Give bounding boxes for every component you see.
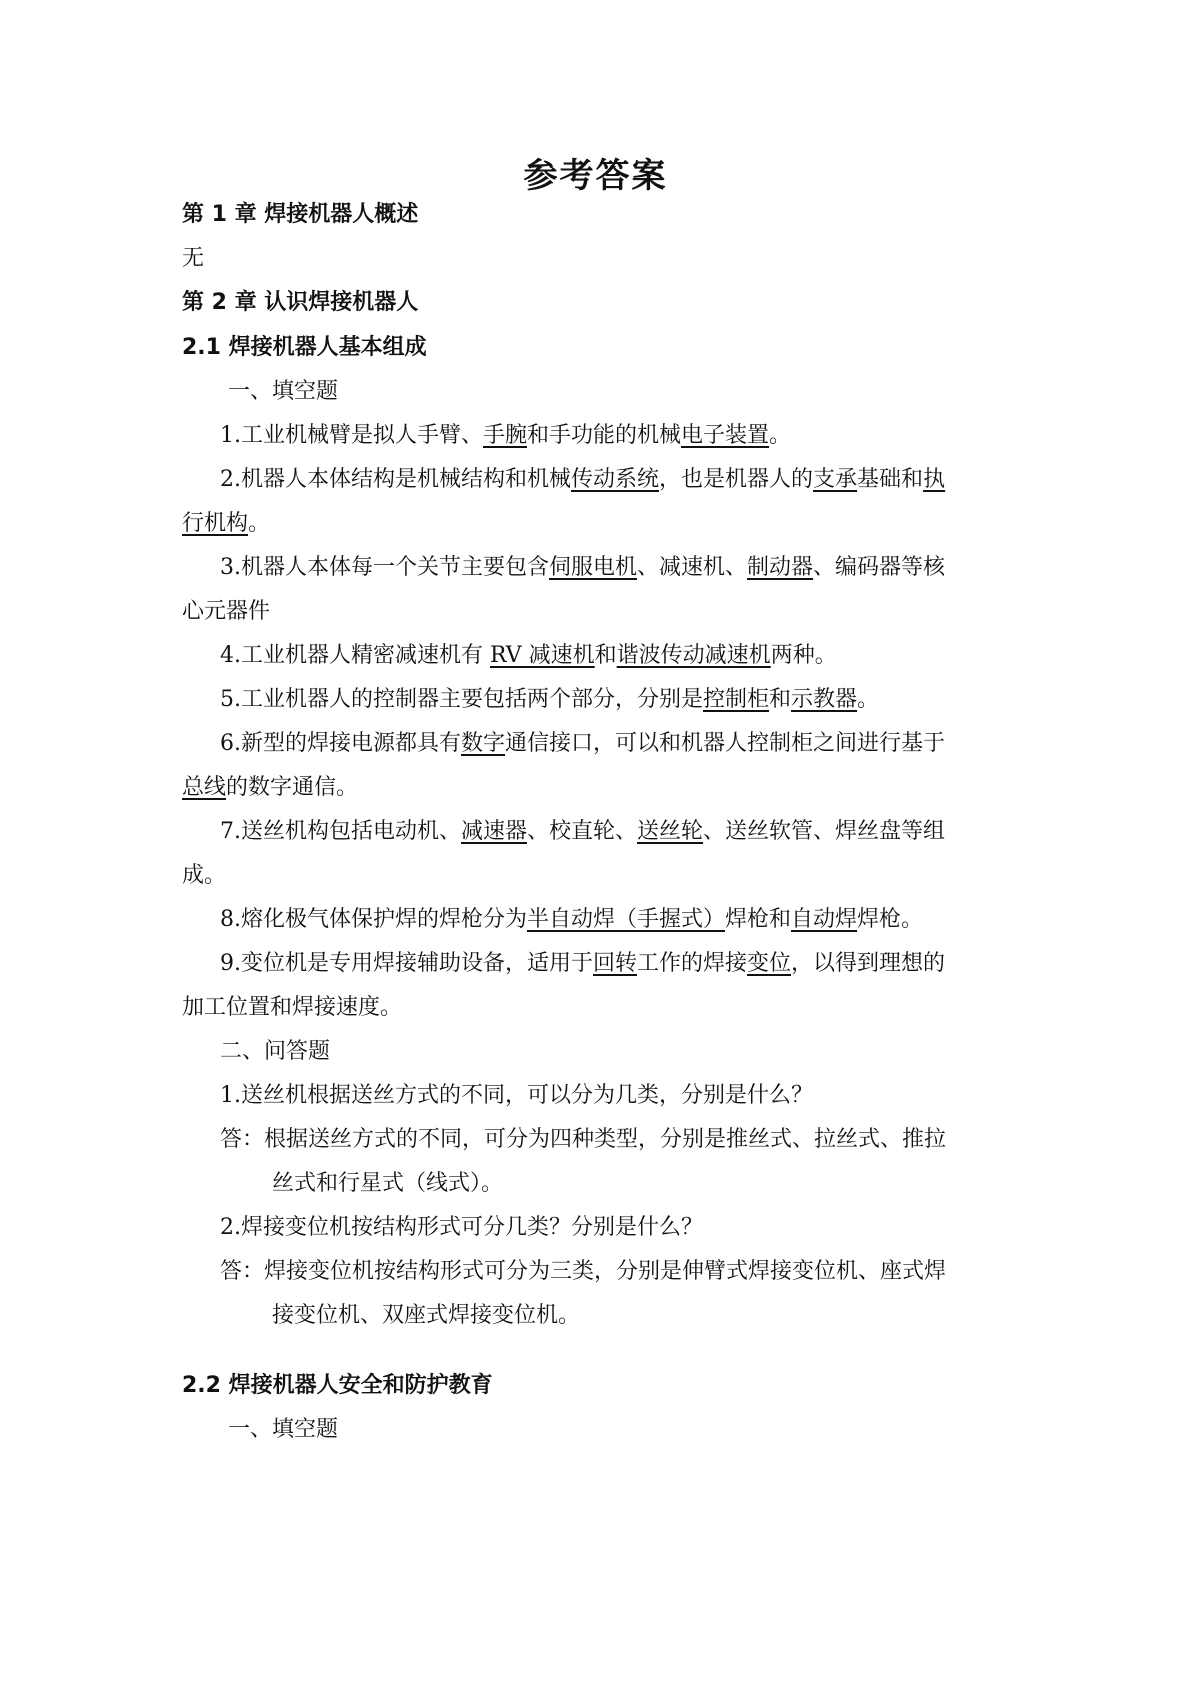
answer-blank: 传动系统 bbox=[571, 467, 660, 492]
chapter-2-heading: 第 2 章 认识焊接机器人 bbox=[182, 290, 419, 315]
chapter-1-heading: 第 1 章 焊接机器人概述 bbox=[182, 202, 419, 227]
answer-blank: 减速器 bbox=[461, 819, 528, 844]
answer-blank: 半自动焊（手握式） bbox=[527, 907, 726, 932]
question-7-cont: 成。 bbox=[182, 863, 227, 888]
question-3: 3.机器人本体每一个关节主要包含伺服电机、减速机、制动器、编码器等核 bbox=[220, 555, 946, 580]
answer-blank: 谐波传动减速机 bbox=[616, 643, 771, 668]
answer-blank: RV 减速机 bbox=[489, 643, 595, 668]
answer-blank: 手腕 bbox=[483, 423, 528, 448]
question-6-cont: 总线的数字通信。 bbox=[182, 775, 359, 800]
question-8: 8.熔化极气体保护焊的焊枪分为半自动焊（手握式）焊枪和自动焊焊枪。 bbox=[220, 907, 924, 932]
question-2: 2.机器人本体结构是机械结构和机械传动系统，也是机器人的支承基础和执 bbox=[220, 467, 946, 492]
answer-blank: 数字 bbox=[461, 731, 506, 756]
question-7: 7.送丝机构包括电动机、减速器、校直轮、送丝轮、送丝软管、焊丝盘等组 bbox=[220, 819, 946, 844]
answer-blank: 示教器 bbox=[791, 687, 858, 712]
answer-blank: 制动器 bbox=[747, 555, 814, 580]
answer-blank: 总线 bbox=[182, 775, 227, 800]
question-3-cont: 心元器件 bbox=[182, 599, 271, 624]
section-2-1-heading: 2.1 焊接机器人基本组成 bbox=[182, 335, 427, 360]
page-title: 参考答案 bbox=[523, 156, 668, 196]
answer-blank: 回转 bbox=[593, 951, 638, 976]
question-6: 6.新型的焊接电源都具有数字通信接口，可以和机器人控制柜之间进行基于 bbox=[220, 731, 946, 756]
qa-answer-1: 答：根据送丝方式的不同，可分为四种类型，分别是推丝式、拉丝式、推拉 bbox=[220, 1127, 947, 1152]
qa-answer-2: 答：焊接变位机按结构形式可分为三类，分别是伸臂式焊接变位机、座式焊 bbox=[220, 1259, 947, 1284]
answer-blank: 行机构 bbox=[182, 511, 249, 536]
answer-blank: 执 bbox=[923, 467, 946, 492]
question-9-cont: 加工位置和焊接速度。 bbox=[182, 995, 403, 1020]
question-2-cont: 行机构。 bbox=[182, 511, 271, 536]
section-2-2-heading: 2.2 焊接机器人安全和防护教育 bbox=[182, 1373, 493, 1398]
qa-question-2: 2.焊接变位机按结构形式可分几类？分别是什么？ bbox=[220, 1215, 703, 1240]
fill-in-title-2: 一、填空题 bbox=[228, 1417, 339, 1442]
fill-in-title: 一、填空题 bbox=[228, 379, 339, 404]
answer-blank: 变位 bbox=[747, 951, 792, 976]
answer-blank: 控制柜 bbox=[703, 687, 770, 712]
question-4: 4.工业机器人精密减速机有 RV 减速机和谐波传动减速机两种。 bbox=[220, 643, 837, 668]
question-5: 5.工业机器人的控制器主要包括两个部分，分别是控制柜和示教器。 bbox=[220, 687, 880, 712]
answer-blank: 电子装置 bbox=[681, 423, 770, 448]
question-9: 9.变位机是专用焊接辅助设备，适用于回转工作的焊接变位，以得到理想的 bbox=[220, 951, 946, 976]
qa-answer-1-cont: 丝式和行星式（线式）。 bbox=[272, 1171, 504, 1196]
question-1: 1.工业机械臂是拟人手臂、手腕和手功能的机械电子装置。 bbox=[220, 423, 792, 448]
answer-blank: 支承 bbox=[813, 467, 858, 492]
answer-blank: 伺服电机 bbox=[549, 555, 638, 580]
answer-blank: 送丝轮 bbox=[637, 819, 704, 844]
qa-title: 二、问答题 bbox=[220, 1039, 331, 1064]
qa-question-1: 1.送丝机根据送丝方式的不同，可以分为几类，分别是什么？ bbox=[220, 1083, 813, 1108]
chapter-1-body: 无 bbox=[182, 246, 205, 271]
answer-blank: 自动焊 bbox=[791, 907, 858, 932]
qa-answer-2-cont: 接变位机、双座式焊接变位机。 bbox=[272, 1303, 581, 1328]
